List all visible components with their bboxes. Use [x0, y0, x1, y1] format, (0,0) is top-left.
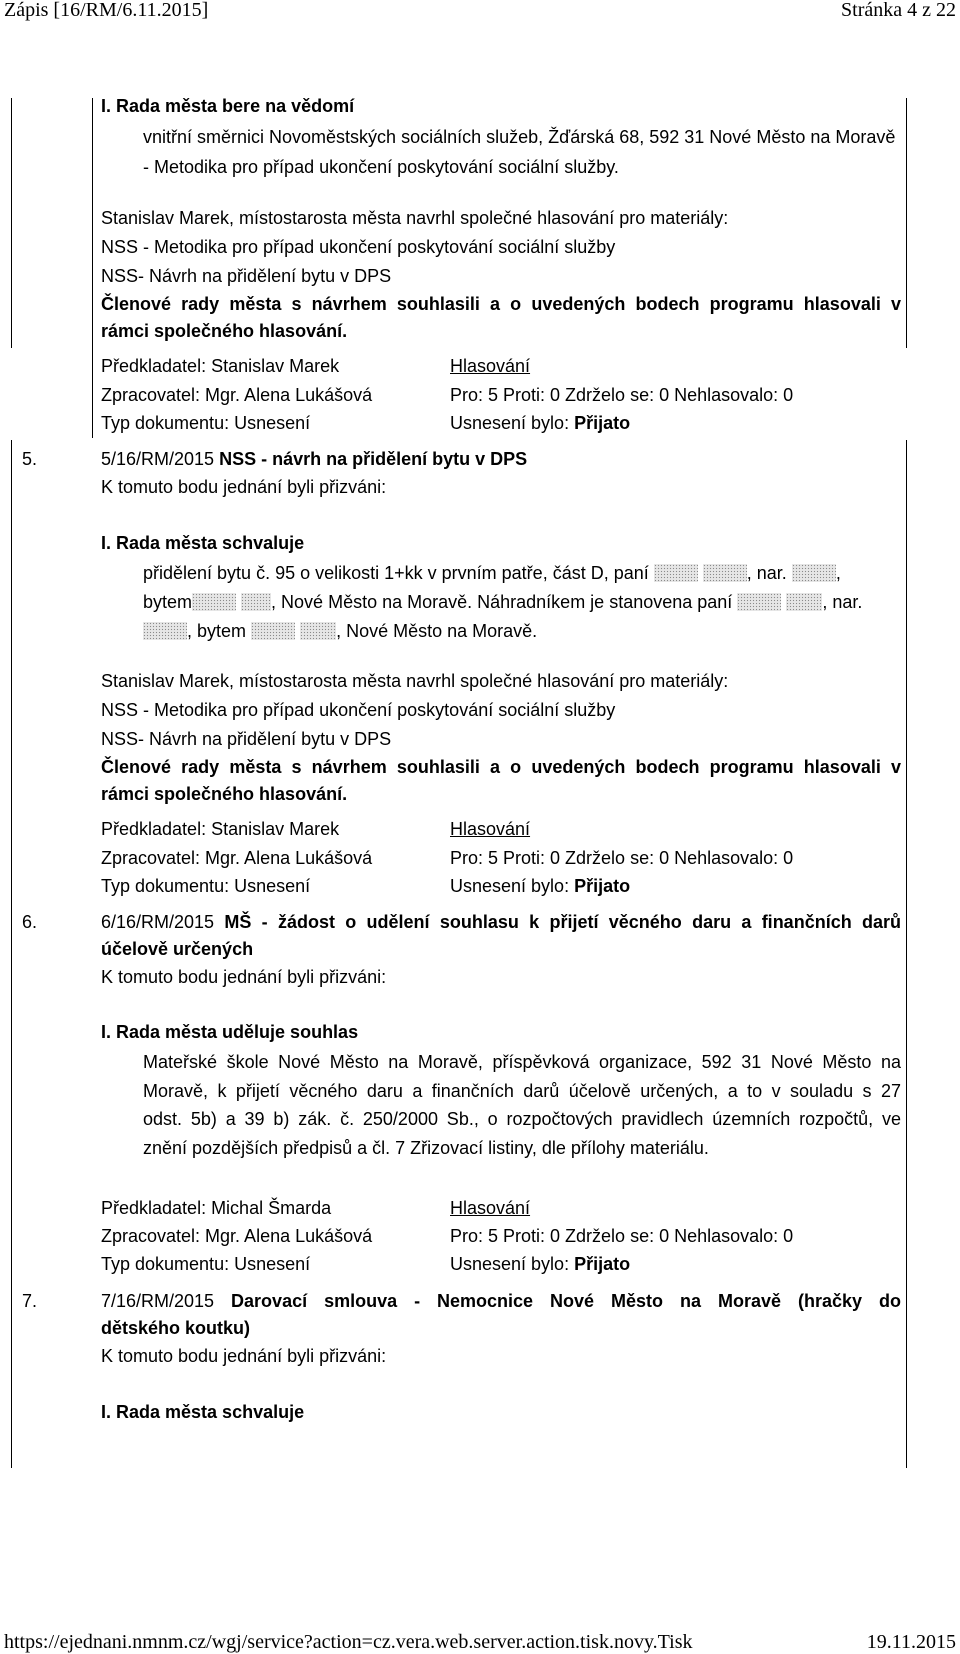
- frame-line-left-bottom: [11, 440, 12, 1468]
- resolution-paragraph-line: odst. 5b) a 39 b) zák. č. 250/2000 Sb., o rozpočtových pravidlech územních rozpočtů, ve: [143, 1109, 901, 1129]
- vote-result: [450, 1254, 630, 1275]
- frame-line-left-top: [11, 98, 12, 348]
- voting-note-bold: Členové rady města s návrhem souhlasili a o uvedených bodech programu hlasovali v: [101, 294, 901, 314]
- text-part: , nar.: [822, 592, 863, 612]
- resolution-text-line: vnitřní směrnici Novoměstských sociálních služeb, Žďárská 68, 592 31 Nové Město na Moravě: [143, 127, 896, 147]
- text-part: , nar.: [746, 563, 787, 583]
- voting-note-line: NSS - Metodika pro případ ukončení poskytování sociální služby: [101, 700, 616, 720]
- redacted-block: [654, 564, 698, 582]
- item-code: 5/16/RM/2015: [101, 449, 220, 469]
- vote-counts: Pro: 5 Proti: 0 Zdrželo se: 0 Nehlasovalo: 0: [450, 848, 794, 868]
- meta-predkladatel: Předkladatel: Stanislav Marek: [101, 356, 340, 376]
- frame-line-left-inner: [92, 98, 93, 438]
- item-title-text: dětského koutku): [101, 1318, 251, 1338]
- vote-result: [450, 413, 630, 434]
- hlasovani-link[interactable]: Hlasování: [450, 819, 531, 839]
- item-title-text: účelově určených: [101, 939, 254, 959]
- item-title: [101, 1291, 901, 1312]
- footer-url: https://ejednani.nmnm.cz/wgj/service?action=cz.vera.web.server.action.tisk.novy.Tisk: [4, 1631, 693, 1653]
- item-title-text: MŠ - žádost o udělení souhlasu k přijetí věcného daru a finančních darů: [224, 912, 902, 932]
- meta-typ-dokumentu: Typ dokumentu: Usnesení: [101, 413, 311, 433]
- redacted-block: [703, 564, 747, 582]
- voting-note-bold: Členové rady města s návrhem souhlasili a o uvedených bodech programu hlasovali v: [101, 757, 901, 777]
- item-code: 7/16/RM/2015: [101, 1291, 232, 1311]
- voting-note-bold: rámci společného hlasování.: [101, 784, 348, 804]
- voting-note-line: Stanislav Marek, místostarosta města navrhl společné hlasování pro materiály:: [101, 208, 729, 228]
- meta-typ-dokumentu: Typ dokumentu: Usnesení: [101, 1254, 311, 1274]
- resolution-paragraph-line: znění pozdějších předpisů a čl. 7 Zřizovací listiny, dle přílohy materiálu.: [143, 1138, 709, 1158]
- item-title: [101, 449, 527, 470]
- item-title-text: Darovací smlouva - Nemocnice Nové Město na Moravě (hračky do: [231, 1291, 901, 1311]
- resolution-text-line: [143, 621, 537, 642]
- invited-label: K tomuto bodu jednání byli přizváni:: [101, 477, 387, 497]
- resolution-text-line: [143, 563, 841, 584]
- page-header-right: Stránka 4 z 22: [841, 0, 956, 21]
- redacted-block: [737, 593, 781, 611]
- voting-note-bold: rámci společného hlasování.: [101, 321, 348, 341]
- resolution-heading: I. Rada města schvaluje: [101, 533, 305, 553]
- vote-result-value: Přijato: [574, 876, 631, 896]
- item-title-text: NSS - návrh na přidělení bytu v DPS: [219, 449, 528, 469]
- meta-predkladatel: Předkladatel: Michal Šmarda: [101, 1198, 332, 1218]
- page-header-left: Zápis [16/RM/6.11.2015]: [4, 0, 209, 21]
- redacted-block: [786, 593, 822, 611]
- vote-result-value: Přijato: [574, 413, 631, 433]
- voting-note-line: Stanislav Marek, místostarosta města navrhl společné hlasování pro materiály:: [101, 671, 729, 691]
- vote-result: [450, 876, 630, 897]
- footer-date: 19.11.2015: [866, 1631, 956, 1653]
- voting-note-line: NSS- Návrh na přidělení bytu v DPS: [101, 729, 392, 749]
- meta-zpracovatel: Zpracovatel: Mgr. Alena Lukášová: [101, 848, 373, 868]
- redacted-block: [300, 622, 336, 640]
- meta-zpracovatel: Zpracovatel: Mgr. Alena Lukášová: [101, 385, 373, 405]
- invited-label: K tomuto bodu jednání byli přizváni:: [101, 1346, 387, 1366]
- meta-predkladatel: Předkladatel: Stanislav Marek: [101, 819, 340, 839]
- vote-result-label: Usnesení bylo:: [450, 876, 575, 896]
- meta-typ-dokumentu: Typ dokumentu: Usnesení: [101, 876, 311, 896]
- voting-note-line: NSS- Návrh na přidělení bytu v DPS: [101, 266, 392, 286]
- vote-result-label: Usnesení bylo:: [450, 413, 575, 433]
- text-part: , Nové Město na Moravě. Náhradníkem je stanovena paní: [271, 592, 733, 612]
- hlasovani-link[interactable]: Hlasování: [450, 1198, 531, 1218]
- redacted-block: [192, 593, 236, 611]
- vote-counts: Pro: 5 Proti: 0 Zdrželo se: 0 Nehlasovalo: 0: [450, 385, 794, 405]
- hlasovani-link[interactable]: Hlasování: [450, 356, 531, 376]
- text-part: přidělení bytu č. 95 o velikosti 1+kk v prvním patře, část D, paní: [143, 563, 649, 583]
- item-number: 5.: [22, 449, 38, 469]
- text-part: , bytem: [187, 621, 247, 641]
- invited-label: K tomuto bodu jednání byli přizváni:: [101, 967, 387, 987]
- vote-result-value: Přijato: [574, 1254, 631, 1274]
- item-number: 7.: [22, 1291, 38, 1311]
- resolution-heading: I. Rada města bere na vědomí: [101, 96, 355, 116]
- redacted-block: [241, 593, 271, 611]
- text-part: ,: [835, 563, 841, 583]
- resolution-heading: I. Rada města schvaluje: [101, 1402, 305, 1422]
- resolution-text-line: [143, 592, 862, 613]
- frame-line-right-top: [906, 98, 907, 348]
- resolution-heading: I. Rada města uděluje souhlas: [101, 1022, 359, 1042]
- redacted-block: [251, 622, 295, 640]
- frame-line-right-bottom: [906, 440, 907, 1468]
- resolution-paragraph-line: Moravě, k přijetí věcného daru a finančních darů účelově určených, a to v souladu s 27: [143, 1081, 901, 1101]
- meta-zpracovatel: Zpracovatel: Mgr. Alena Lukášová: [101, 1226, 373, 1246]
- item-code: 6/16/RM/2015: [101, 912, 225, 932]
- text-part: bytem: [143, 592, 193, 612]
- voting-note-line: NSS - Metodika pro případ ukončení poskytování sociální služby: [101, 237, 616, 257]
- redacted-block: [792, 564, 836, 582]
- item-number: 6.: [22, 912, 38, 932]
- resolution-paragraph-line: Mateřské škole Nové Město na Moravě, příspěvková organizace, 592 31 Nové Město na: [143, 1052, 901, 1072]
- vote-result-label: Usnesení bylo:: [450, 1254, 575, 1274]
- vote-counts: Pro: 5 Proti: 0 Zdrželo se: 0 Nehlasovalo: 0: [450, 1226, 794, 1246]
- item-title: [101, 912, 901, 933]
- text-part: , Nové Město na Moravě.: [336, 621, 538, 641]
- redacted-block: [143, 622, 187, 640]
- resolution-text-line: - Metodika pro případ ukončení poskytování sociální služby.: [143, 157, 619, 177]
